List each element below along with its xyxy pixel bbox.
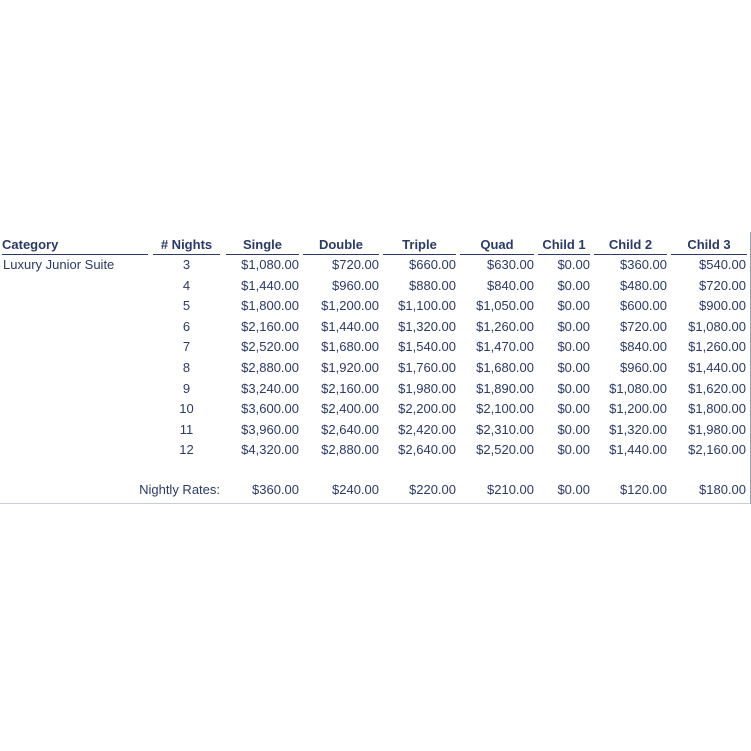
cell-child3: $1,080.00 bbox=[688, 318, 746, 334]
cell-nights: 11 bbox=[179, 421, 194, 437]
cell-quad: $2,520.00 bbox=[476, 442, 534, 458]
cell-nights: 6 bbox=[182, 318, 191, 334]
nightly-child2: $120.00 bbox=[620, 482, 667, 497]
cell-triple: $660.00 bbox=[409, 257, 456, 272]
cell-single: $2,520.00 bbox=[241, 339, 299, 355]
header-single: Single bbox=[226, 236, 299, 255]
cell-single: $2,160.00 bbox=[241, 318, 299, 334]
cell-child1: $0.00 bbox=[557, 360, 590, 375]
nightly-triple: $220.00 bbox=[409, 482, 456, 497]
cell-single: $3,600.00 bbox=[241, 401, 299, 417]
category-name: Luxury Junior Suite bbox=[3, 257, 115, 272]
cell-child1: $0.00 bbox=[557, 257, 590, 272]
cell-triple: $880.00 bbox=[409, 277, 456, 293]
cell-triple: $1,100.00 bbox=[398, 298, 456, 314]
cell-triple: $1,980.00 bbox=[398, 380, 456, 396]
cell-child1: $0.00 bbox=[557, 380, 590, 396]
cell-triple: $1,540.00 bbox=[398, 339, 456, 355]
cell-child2: $840.00 bbox=[620, 339, 667, 355]
cell-quad: $840.00 bbox=[487, 277, 534, 293]
header-quad: Quad bbox=[460, 236, 534, 255]
header-triple: Triple bbox=[383, 236, 456, 255]
cell-triple: $1,320.00 bbox=[398, 318, 456, 334]
cell-child1: $0.00 bbox=[557, 401, 590, 417]
cell-single: $2,880.00 bbox=[241, 360, 299, 375]
cell-quad: $2,100.00 bbox=[476, 401, 534, 417]
cell-child3: $540.00 bbox=[699, 257, 746, 272]
header-category: Category bbox=[2, 236, 148, 255]
header-child3: Child 3 bbox=[671, 236, 747, 255]
nightly-child3: $180.00 bbox=[699, 482, 746, 497]
cell-single: $3,960.00 bbox=[241, 421, 299, 437]
cell-child1: $0.00 bbox=[557, 298, 590, 314]
cell-child2: $480.00 bbox=[620, 277, 667, 293]
cell-double: $2,400.00 bbox=[321, 401, 379, 417]
header-child2: Child 2 bbox=[594, 236, 667, 255]
cell-quad: $1,680.00 bbox=[476, 360, 534, 375]
cell-child1: $0.00 bbox=[557, 277, 590, 293]
cell-quad: $630.00 bbox=[487, 257, 534, 272]
cell-double: $1,680.00 bbox=[321, 339, 379, 355]
cell-quad: $1,050.00 bbox=[476, 298, 534, 314]
nightly-child1: $0.00 bbox=[557, 482, 590, 497]
cell-quad: $1,470.00 bbox=[476, 339, 534, 355]
cell-child3: $720.00 bbox=[699, 277, 746, 293]
cell-triple: $2,420.00 bbox=[398, 421, 456, 437]
cell-double: $2,880.00 bbox=[321, 442, 379, 458]
cell-quad: $1,260.00 bbox=[476, 318, 534, 334]
cell-nights: 7 bbox=[182, 339, 191, 355]
cell-double: $1,920.00 bbox=[321, 360, 379, 375]
cell-child3: $900.00 bbox=[699, 298, 746, 314]
cell-child2: $1,080.00 bbox=[609, 380, 667, 396]
cell-child2: $600.00 bbox=[620, 298, 667, 314]
cell-child2: $1,320.00 bbox=[609, 421, 667, 437]
cell-nights: 4 bbox=[182, 277, 191, 293]
cell-child1: $0.00 bbox=[557, 318, 590, 334]
cell-quad: $2,310.00 bbox=[476, 421, 534, 437]
cell-child2: $720.00 bbox=[620, 318, 667, 334]
cell-child3: $1,260.00 bbox=[688, 339, 746, 355]
cell-child3: $2,160.00 bbox=[688, 442, 746, 458]
cell-nights: 12 bbox=[179, 442, 194, 458]
cell-child2: $1,200.00 bbox=[609, 401, 667, 417]
header-child1: Child 1 bbox=[538, 236, 590, 255]
rate-table bbox=[0, 232, 751, 504]
cell-single: $1,800.00 bbox=[241, 298, 299, 314]
cell-child2: $360.00 bbox=[620, 257, 667, 272]
cell-child2: $1,440.00 bbox=[609, 442, 667, 458]
cell-child1: $0.00 bbox=[557, 421, 590, 437]
cell-quad: $1,890.00 bbox=[476, 380, 534, 396]
header-nights: # Nights bbox=[153, 236, 220, 255]
cell-child2: $960.00 bbox=[620, 360, 667, 375]
cell-nights: 10 bbox=[179, 401, 194, 417]
cell-triple: $2,200.00 bbox=[398, 401, 456, 417]
cell-double: $1,200.00 bbox=[321, 298, 379, 314]
cell-child3: $1,980.00 bbox=[688, 421, 746, 437]
cell-single: $1,440.00 bbox=[241, 277, 299, 293]
cell-double: $720.00 bbox=[332, 257, 379, 272]
cell-child3: $1,620.00 bbox=[688, 380, 746, 396]
cell-triple: $2,640.00 bbox=[398, 442, 456, 458]
nightly-single: $360.00 bbox=[252, 482, 299, 497]
cell-double: $2,160.00 bbox=[321, 380, 379, 396]
cell-double: $2,640.00 bbox=[321, 421, 379, 437]
nightly-rates-label: Nightly Rates: bbox=[139, 482, 220, 497]
cell-triple: $1,760.00 bbox=[398, 360, 456, 375]
cell-nights: 9 bbox=[182, 380, 191, 396]
cell-nights: 8 bbox=[182, 360, 191, 375]
header-double: Double bbox=[303, 236, 379, 255]
cell-nights: 5 bbox=[182, 298, 191, 314]
cell-child1: $0.00 bbox=[557, 442, 590, 458]
cell-double: $960.00 bbox=[332, 277, 379, 293]
cell-child1: $0.00 bbox=[557, 339, 590, 355]
nightly-quad: $210.00 bbox=[487, 482, 534, 497]
cell-single: $4,320.00 bbox=[241, 442, 299, 458]
cell-single: $1,080.00 bbox=[241, 257, 299, 272]
cell-child3: $1,440.00 bbox=[688, 360, 746, 375]
nightly-double: $240.00 bbox=[332, 482, 379, 497]
cell-single: $3,240.00 bbox=[241, 380, 299, 396]
cell-nights: 3 bbox=[182, 257, 191, 272]
cell-double: $1,440.00 bbox=[321, 318, 379, 334]
cell-child3: $1,800.00 bbox=[688, 401, 746, 417]
